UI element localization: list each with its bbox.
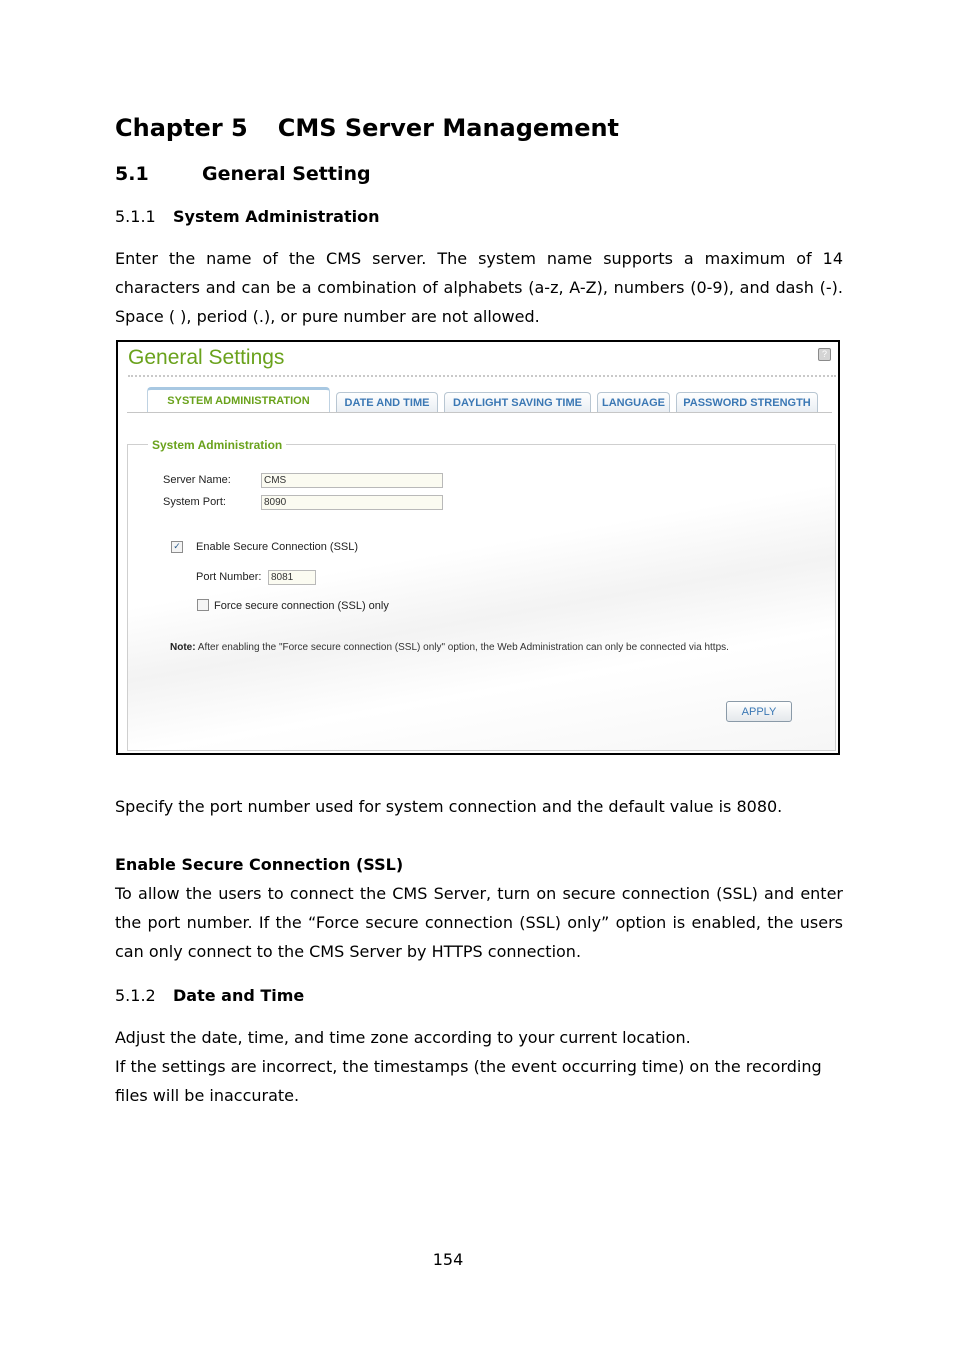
date-time-paragraph-1: Adjust the date, time, and time zone according to your current location. [115,1028,691,1047]
system-port-input[interactable]: 8090 [261,495,443,510]
general-settings-screenshot [116,340,840,755]
system-port-label: System Port: [163,496,226,508]
ssl-paragraph: To allow the users to connect the CMS Server, turn on secure connection (SSL) and enter the port number. If the “Force secure connection (SSL) only” option is enabled, the users can only connect to the CMS Server by HTTPS connection. [115,884,843,961]
chapter-label: Chapter 5 [115,114,248,142]
section-title: General Setting [202,163,371,185]
tab-password-strength[interactable]: PASSWORD STRENGTH [676,392,818,412]
port-paragraph: Specify the port number used for system connection and the default value is 8080. [115,797,783,816]
tab-daylight-saving-time[interactable]: DAYLIGHT SAVING TIME [444,392,591,412]
note-body: After enabling the "Force secure connection (SSL) only" option, the Web Administration can only be connected via https. [197,642,729,653]
server-name-label: Server Name: [163,474,231,486]
note-label: Note: [170,642,196,653]
tab-date-and-time[interactable]: DATE AND TIME [336,392,438,412]
chapter-title: CMS Server Management [277,114,620,142]
section-number: 5.1 [115,163,149,185]
subsection-heading-date-and-time [115,986,304,1005]
server-name-input[interactable]: CMS [261,473,443,488]
force-ssl-checkbox[interactable] [197,599,209,611]
port-number-input[interactable]: 8081 [268,570,316,585]
subsection-number: 5.1.2 [115,986,156,1005]
title-divider [128,375,836,377]
subsection-title: System Administration [173,207,380,226]
ssl-label: Enable Secure Connection (SSL) [196,541,359,553]
section-heading [115,163,371,185]
tab-baseline [127,412,832,413]
ssl-checkbox[interactable]: ✓ [171,541,183,553]
subsection-title: Date and Time [173,986,305,1005]
subsection-heading-system-administration [115,207,379,226]
page-number: 154 [432,1250,464,1269]
port-number-label: Port Number: [196,571,262,583]
tab-language[interactable]: LANGUAGE [597,392,670,412]
general-settings-title: General Settings [128,346,285,369]
note-text [170,639,790,656]
ssl-heading: Enable Secure Connection (SSL) [115,855,404,874]
chapter-heading [115,114,619,142]
fieldset-legend: System Administration [148,438,286,452]
help-icon[interactable]: ? [818,348,831,361]
subsection-number: 5.1.1 [115,207,156,226]
tab-system-administration[interactable]: SYSTEM ADMINISTRATION [147,387,330,413]
force-ssl-label: Force secure connection (SSL) only [214,600,389,612]
apply-button[interactable]: APPLY [726,701,792,722]
date-time-paragraph-2: If the settings are incorrect, the timestamps (the event occurring time) on the recording files will be inaccurate. [115,1057,822,1105]
intro-paragraph: Enter the name of the CMS server. The system name supports a maximum of 14 characters and can be a combination of alphabets (a-z, A-Z), numbers (0-9), and dash (-). Space ( ), period (.), or pure number are not allowed. [115,249,843,326]
